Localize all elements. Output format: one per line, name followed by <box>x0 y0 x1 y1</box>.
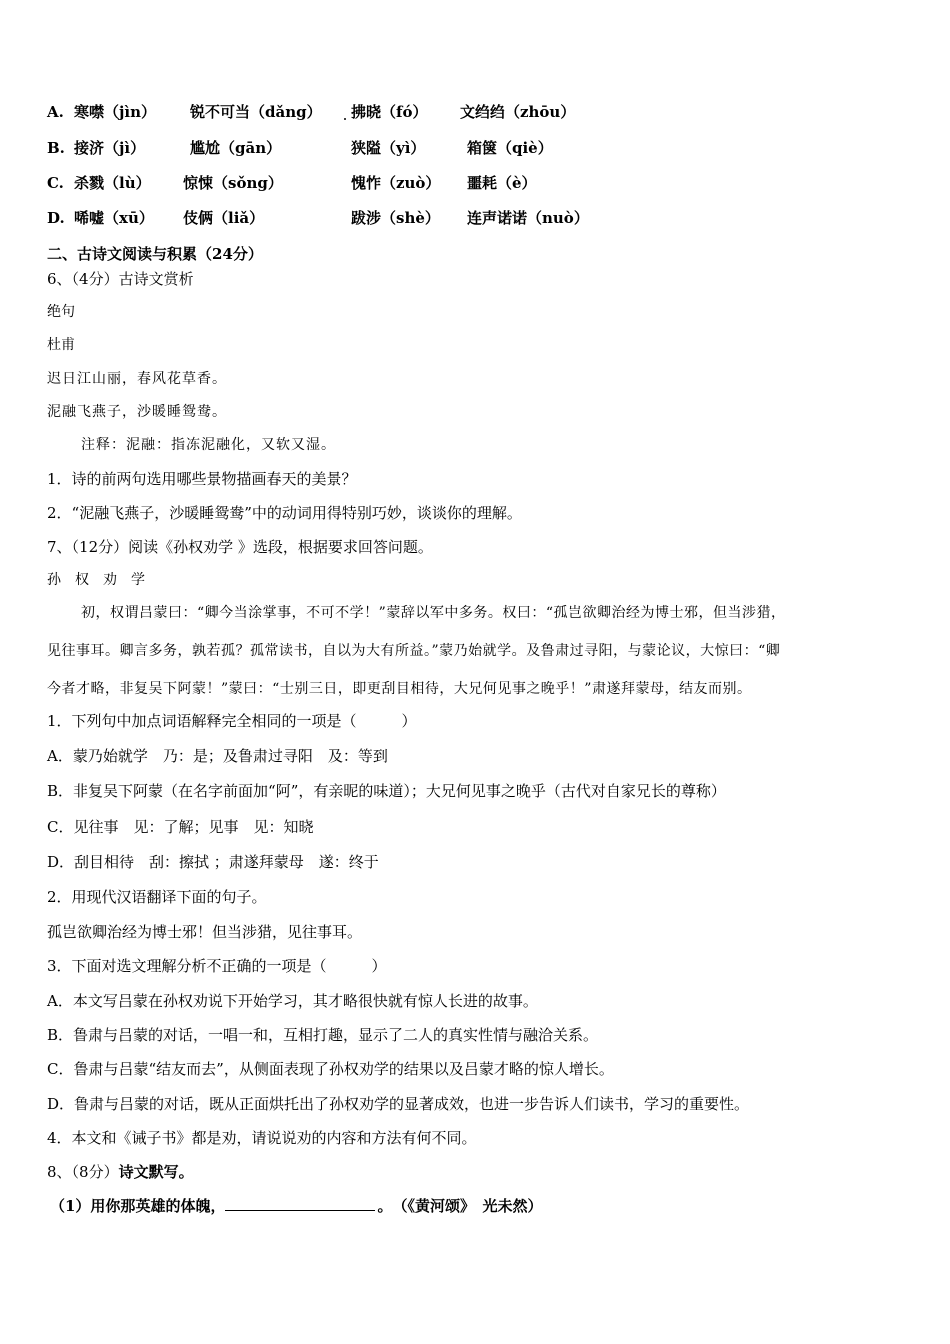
q8-heading <box>47 1162 194 1182</box>
fill-blank-prefix: （1）用你那英雄的体魄， <box>50 1197 226 1215</box>
answer-blank[interactable] <box>225 1196 375 1211</box>
option-item: 接济（jì） <box>74 139 146 157</box>
q7-heading: 7、（12分）阅读《孙权劝学 》选段，根据要求回答问题。 <box>47 538 433 556</box>
passage-text: 今者才略，非复吴下阿蒙！”蒙曰：“士别三日，即更刮目相待，大兄何见事之晚乎！”肃遂拜蒙母，结友而别。 <box>47 681 752 697</box>
question-item: 1．诗的前两句选用哪些景物描画春天的美景？ <box>47 470 357 488</box>
fill-blank-suffix: 。 （《黄河颂》 光未然） <box>377 1197 543 1215</box>
answer-option: C．鲁肃与吕蒙“结友而去”，从侧面表现了孙权劝学的结果以及吕蒙才略的惊人增长。 <box>47 1060 614 1078</box>
passage-text: 初，权谓吕蒙曰：“卿今当涂掌事，不可不学！”蒙辞以军中多务。权曰：“孤岂欲卿治经为博士邪，但当涉猎， <box>81 605 786 621</box>
option-item: 寒噤（jìn） <box>74 103 157 121</box>
option-item: 愧怍（zuò） <box>351 174 441 192</box>
poem-line: 泥融飞燕子，沙暖睡鸳鸯。 <box>47 404 227 420</box>
poem-author: 杜甫 <box>47 337 75 353</box>
option-item: 文绉绉（zhōu） <box>460 103 576 121</box>
answer-option: D．刮目相待 刮：擦拭 ；肃遂拜蒙母 遂：终于 <box>47 853 379 871</box>
option-item: 拂晓（fó） <box>351 103 428 121</box>
option-item: 狭隘（yì） <box>351 139 426 157</box>
option-item: 尴尬（gān） <box>190 139 282 157</box>
passage-text: 见往事耳。卿言多务，孰若孤？孤常读书，自以为大有所益。”蒙乃始就学。及鲁肃过寻阳，与蒙论议，大惊曰：“卿 <box>47 643 781 659</box>
question-item: 2．“泥融飞燕子，沙暖睡鸳鸯”中的动词用得特别巧妙，谈谈你的理解。 <box>47 504 522 522</box>
option-label: C. <box>47 174 64 192</box>
passage-title: 孙 权 劝 学 <box>47 572 145 588</box>
question-item: 1．下列句中加点词语解释完全相同的一项是（ ） <box>47 712 417 730</box>
option-item: 杀戮（lù） <box>74 174 151 192</box>
section-title: 二、古诗文阅读与积累（24分） <box>47 245 263 263</box>
option-label: A. <box>47 103 64 121</box>
option-item: 噩耗（è） <box>467 174 537 192</box>
q8-heading-title: 诗文默写。 <box>118 1163 194 1181</box>
poem-note: 注释：泥融：指冻泥融化，又软又湿。 <box>81 437 336 453</box>
question-item: 4．本文和《诫子书》都是劝，请说说劝的内容和方法有何不同。 <box>47 1129 477 1147</box>
option-item: 连声诺诺（nuò） <box>467 209 589 227</box>
option-item: 跋涉（shè） <box>351 209 440 227</box>
option-item: 唏嘘（xū） <box>74 209 154 227</box>
q6-heading: 6、（4分）古诗文赏析 <box>47 270 194 288</box>
answer-option: A．蒙乃始就学 乃：是；及鲁肃过寻阳 及：等到 <box>47 747 388 765</box>
poem-title: 绝句 <box>47 304 75 320</box>
answer-option: B．鲁肃与吕蒙的对话，一唱一和，互相打趣，显示了二人的真实性情与融洽关系。 <box>47 1026 599 1044</box>
answer-option: D．鲁肃与吕蒙的对话，既从正面烘托出了孙权劝学的显著成效，也进一步告诉人们读书，学习的重要性。 <box>47 1095 750 1113</box>
q8-heading-prefix: 8、（8分） <box>47 1163 119 1181</box>
option-item: 锐不可当（dǎng） <box>190 103 322 121</box>
question-item: 3．下面对选文理解分析不正确的一项是（ ） <box>47 957 387 975</box>
answer-option: B．非复吴下阿蒙（在名字前面加“阿”，有亲昵的味道）；大兄何见事之晚乎（古代对自家兄长的尊称） <box>47 782 726 800</box>
fill-blank-item <box>50 1196 542 1216</box>
translation-sentence: 孤岂欲卿治经为博士邪！但当涉猎，见往事耳。 <box>47 923 363 941</box>
option-label: D. <box>47 209 65 227</box>
option-item: 箱箧（qiè） <box>467 139 553 157</box>
emphasis-dot <box>344 118 346 120</box>
answer-option: A．本文写吕蒙在孙权劝说下开始学习，其才略很快就有惊人长进的故事。 <box>47 992 538 1010</box>
question-item: 2．用现代汉语翻译下面的句子。 <box>47 888 267 906</box>
poem-line: 迟日江山丽，春风花草香。 <box>47 371 227 387</box>
option-item: 伎俩（liǎ） <box>183 209 265 227</box>
option-item: 惊悚（sǒng） <box>183 174 283 192</box>
option-label: B. <box>47 139 65 157</box>
answer-option: C．见往事 见：了解；见事 见：知晓 <box>47 818 314 836</box>
